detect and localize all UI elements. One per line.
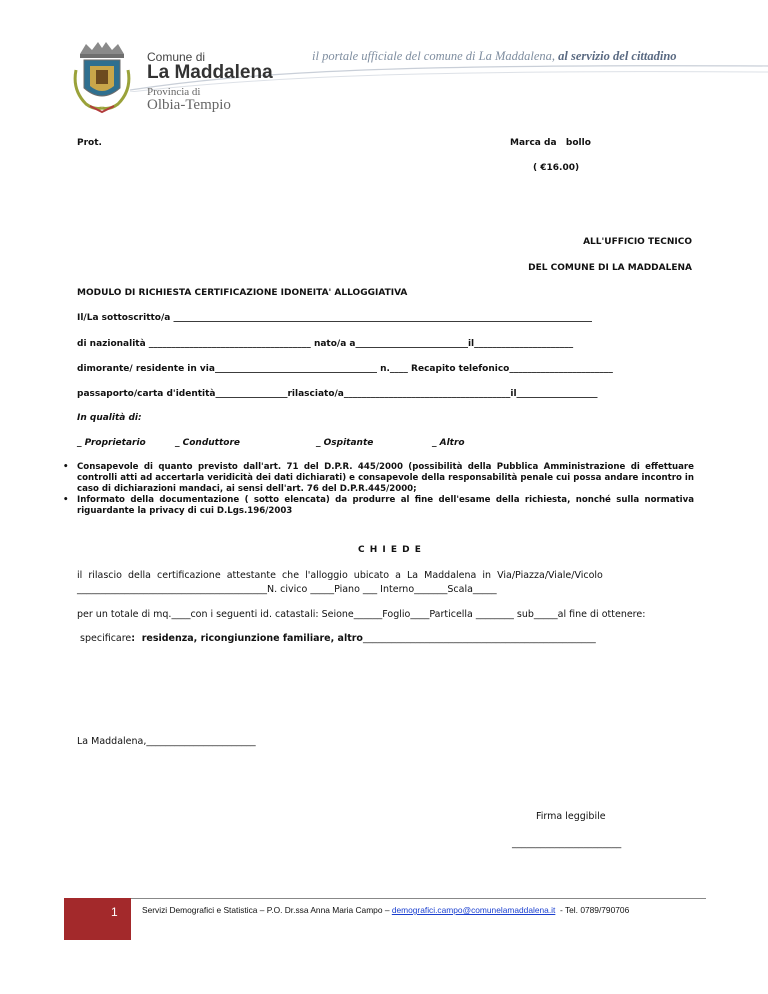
rilascio-line-1: il rilascio della certificazione attestante che l'alloggio ubicato a La Maddalena in Via/Piazza/Viale/Vicolo <box>77 570 603 581</box>
logo-comune-di: Comune di <box>147 50 206 64</box>
page-number: 1 <box>111 905 118 919</box>
tagline-part-b: al servizio del cittadino <box>555 49 677 63</box>
field-catastali[interactable]: per un totale di mq.____con i seguenti id. catastali: Seione______Foglio____Particella ________ sub_____al fine di ottenere: <box>77 609 646 620</box>
option-ospitante[interactable]: _ Ospitante <box>316 438 374 448</box>
form-title: MODULO DI RICHIESTA CERTIFICAZIONE IDONEITA' ALLOGGIATIVA <box>77 288 408 298</box>
specificare-label: specificare <box>77 633 132 644</box>
protocol-label: Prot. <box>77 138 102 148</box>
firma-label: Firma leggibile <box>536 811 606 822</box>
footer-office: Servizi Demografici e Statistica – P.O. Dr.ssa Anna Maria Campo – <box>142 905 392 915</box>
header-tagline <box>312 49 677 64</box>
field-sottoscritto[interactable]: Il/La sottoscritto/a _____________________________________________________________________________________________ <box>77 313 592 323</box>
footer-divider <box>64 898 706 899</box>
footer-contact <box>142 905 629 915</box>
bullet-icon: • <box>63 462 69 472</box>
revenue-stamp-label: Marca da bollo <box>510 138 591 148</box>
logo-olbia-tempio: Olbia-Tempio <box>147 97 231 113</box>
logo-provincia-di: Provincia di <box>147 86 201 98</box>
option-altro[interactable]: _ Altro <box>432 438 465 448</box>
qualita-label: In qualità di: <box>77 413 142 423</box>
field-specificare[interactable] <box>77 633 596 645</box>
declaration-text-2: Informato della documentazione ( sotto elencata) da produrre al fine dell'esame della richiesta, nonché sulla normativa riguardante la privacy di cui D.Lgs.196/2003 <box>77 495 694 516</box>
footer-email-link[interactable]: demografici.campo@comunelamaddalena.it <box>391 905 556 915</box>
field-documento[interactable]: passaporto/carta d'identità________________rilasciato/a_____________________________________il__________________ <box>77 389 598 399</box>
option-conduttore[interactable]: _ Conduttore <box>175 438 241 448</box>
recipient-office: ALL'UFFICIO TECNICO <box>583 237 692 247</box>
chiede-heading: C H I E D E <box>358 545 422 555</box>
field-indirizzo[interactable]: ________________________________________N. civico _____Piano ___ Interno_______Scala_____ <box>77 584 497 595</box>
declaration-text-1: Consapevole di quanto previsto dall'art. 71 del D.P.R. 445/2000 (possibilità della Pubblica Amministrazione di effettuare controlli atti ad accertarla veridicità dei dati dichiarati) e consapevole della responsabilità penale cui possa andare incontro in caso di dichiarazioni mandaci, ai sensi dell'art. 76 del D.P.R.445/2000; <box>77 462 694 494</box>
declarations-list <box>63 462 694 517</box>
logo-la-maddalena: La Maddalena <box>147 62 273 83</box>
field-firma[interactable]: _______________________ <box>512 838 622 849</box>
specificare-options: : residenza, ricongiunzione familiare, altro <box>131 633 363 644</box>
footer-phone: - Tel. 0789/790706 <box>555 905 630 915</box>
stamp-amount: ( €16.00) <box>533 163 580 173</box>
footer-page-box <box>64 898 131 940</box>
tagline-part-a: il portale ufficiale del comune di La Maddalena, <box>312 49 556 63</box>
specificare-blank: _________________________________________________ <box>362 633 596 644</box>
declaration-item <box>63 495 694 517</box>
option-proprietario[interactable]: _ Proprietario <box>77 438 146 448</box>
field-nazionalita[interactable]: di nazionalità ____________________________________ nato/a a_________________________il______________________ <box>77 339 574 349</box>
municipal-crest-icon <box>72 40 132 114</box>
field-data-luogo[interactable]: La Maddalena,_______________________ <box>77 736 256 747</box>
declaration-item <box>63 462 694 495</box>
field-residenza[interactable]: dimorante/ residente in via____________________________________ n.____ Recapito telefonico_______________________ <box>77 364 613 374</box>
recipient-comune: DEL COMUNE DI LA MADDALENA <box>528 263 692 273</box>
bullet-icon: • <box>63 495 69 505</box>
